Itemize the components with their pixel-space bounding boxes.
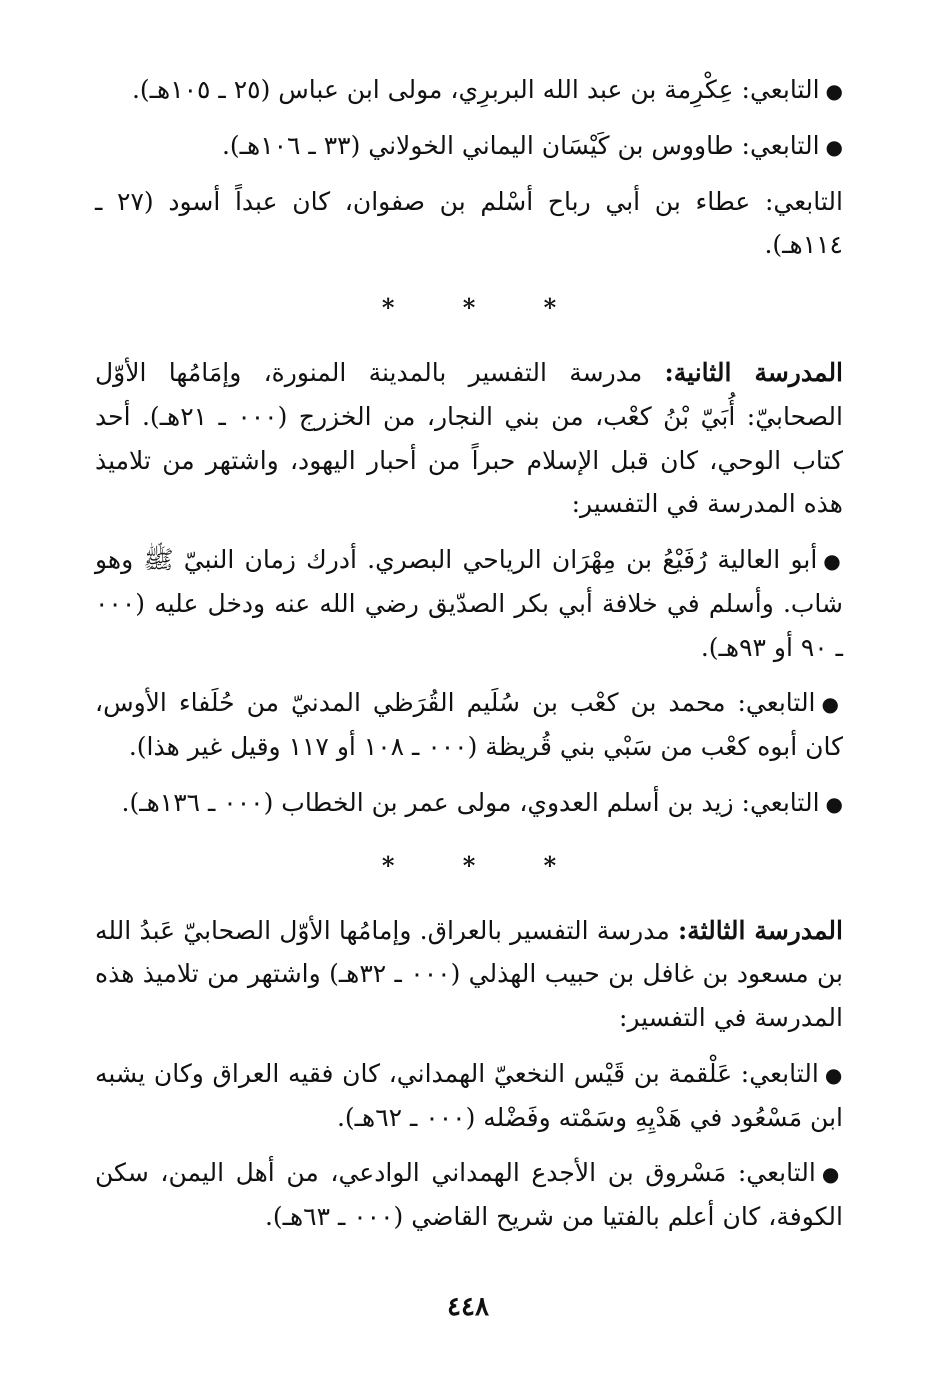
list-item	[95, 180, 843, 268]
list-item	[95, 1052, 843, 1140]
intro-text: مدرسة التفسير بالمدينة المنورة، وإمَامُها الأوّل الصحابيّ: أُبَيّ بْنُ كعْب، من بني النجار، من الخزرج (٠٠٠ ـ ٢١هـ). أحد كتاب الوحي، كان قبل الإسلام حبراً من أحبار اليهود، واشتهر من تلاميذ هذه المدرسة في التفسير:	[95, 358, 843, 519]
section-2	[95, 351, 843, 825]
section-3	[95, 909, 843, 1239]
section-1	[95, 68, 843, 267]
bullet-icon: ●	[821, 692, 843, 717]
list-item	[95, 68, 843, 112]
section-intro	[95, 909, 843, 1040]
item-text: التابعي: عطاء بن أبي رباح أسْلم بن صفوان، كان عبداً أسود (٢٧ ـ ١١٤هـ).	[95, 186, 843, 260]
bullet-icon: ●	[825, 134, 843, 159]
section-separator: * * *	[381, 293, 587, 322]
bullet-icon: ●	[824, 1062, 843, 1087]
list-item	[95, 781, 843, 825]
list-item	[95, 681, 843, 769]
section-intro	[95, 351, 843, 526]
bullet-icon: ●	[821, 1162, 843, 1187]
item-text: التابعي: محمد بن كعْب بن سُلَيم القُرَظي المدنيّ من حُلَفاء الأوس، كان أبوه كعْب من سَبْي بني قُريظة (٠٠٠ ـ ١٠٨ أو ١١٧ وقيل غير هذا).	[95, 688, 843, 761]
item-text: التابعي: زيد بن أسلم العدوي، مولى عمر بن الخطاب (٠٠٠ ـ ١٣٦هـ).	[121, 787, 820, 817]
section-separator: * * *	[381, 850, 587, 880]
item-text: التابعي: عِكْرِمة بن عبد الله البربرِي، مولى ابن عباس (٢٥ ـ ١٠٥هـ).	[131, 75, 820, 104]
intro-text: مدرسة التفسير بالعراق. وإمامُها الأوّل الصحابيّ عَبدُ الله بن مسعود بن غافل بن حبيب الهذلي (٠٠٠ ـ ٣٢هـ) واشتهر من تلاميذ هذه المدرسة في التفسير:	[95, 915, 844, 1032]
section-heading: المدرسة الثالثة:	[677, 915, 843, 945]
item-text: التابعي: طاووس بن كَيْسَان اليماني الخولاني (٣٣ ـ ١٠٦هـ).	[221, 130, 820, 160]
list-item	[95, 124, 843, 168]
bullet-icon: ●	[823, 549, 844, 573]
page-number: ٤٤٨	[447, 1292, 489, 1322]
bullet-icon: ●	[825, 79, 843, 103]
item-text: أبو العالية رُفَيْعُ بن مِهْرَان الرياحي البصري. أدرك زمان النبيّ ﷺ وهو شاب. وأسلم في خلافة أبي بكر الصدّيق رضي الله عنه ودخل عليه (٠٠٠ ـ ٩٠ أو ٩٣هـ).	[95, 545, 843, 662]
section-heading: المدرسة الثانية:	[664, 358, 844, 387]
list-item	[95, 538, 843, 669]
page-body	[95, 68, 843, 1251]
bullet-icon: ●	[825, 791, 843, 816]
item-text: التابعي: مَسْروق بن الأجدع الهمداني الوادعي، من أهل اليمن، سكن الكوفة، كان أعلم بالفتيا من شريح القاضي (٠٠٠ ـ ٦٣هـ).	[95, 1158, 843, 1231]
item-text: التابعي: عَلْقمة بن قَيْس النخعيّ الهمداني، كان فقيه العراق وكان يشبه ابن مَسْعُود في هَدْيِهِ وسَمْته وفَضْله (٠٠٠ ـ ٦٢هـ).	[95, 1058, 843, 1132]
list-item	[95, 1151, 843, 1239]
